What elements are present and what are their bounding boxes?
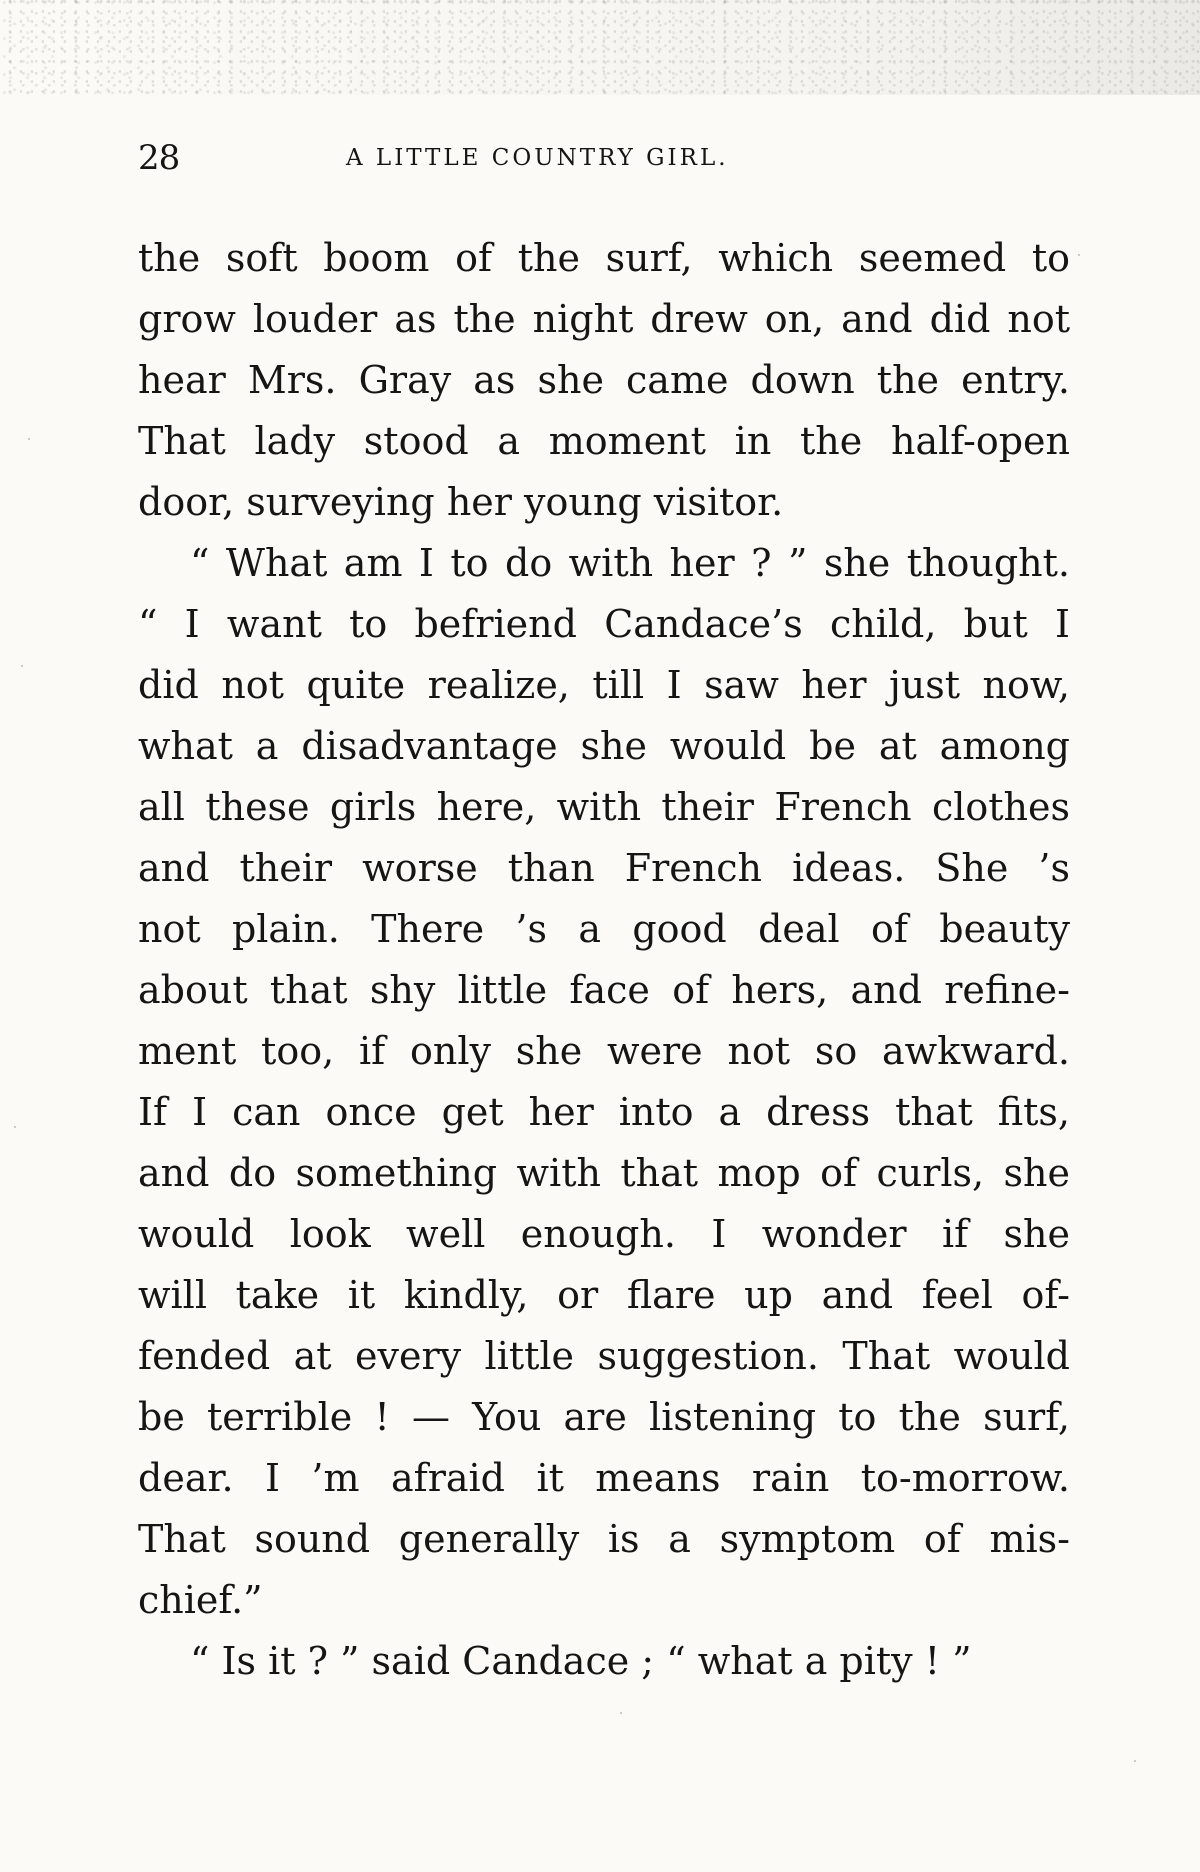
paper-speck [14,1126,16,1128]
text-line: grow louder as the night drew on, and did not [138,297,1070,341]
text-line: did not quite realize, till I saw her just now, [138,663,1070,707]
paper-speck [21,665,23,667]
text-line: That sound generally is a symptom of mis- [138,1517,1070,1561]
text-line: ment too, if only she were not so awkward. [138,1029,1070,1073]
text-line: That lady stood a moment in the half-open [138,419,1070,463]
page-edge-speckle [0,0,1200,95]
text-line: “ Is it ? ” said Candace ; “ what a pity ! ” [190,1639,972,1683]
text-line: what a disadvantage she would be at among [138,724,1070,768]
text-line: would look well enough. I wonder if she [138,1212,1070,1256]
text-line: “ I want to befriend Candace’s child, but I [138,602,1070,646]
text-line: dear. I ’m afraid it means rain to-morrow. [138,1456,1070,1500]
text-line: and their worse than French ideas. She ’s [138,846,1070,890]
text-line: door, surveying her young visitor. [138,480,784,524]
text-line: will take it kindly, or flare up and feel of- [138,1273,1070,1317]
text-line: hear Mrs. Gray as she came down the entry. [138,358,1070,402]
text-line: all these girls here, with their French clothes [138,785,1070,829]
text-line: fended at every little suggestion. That would [138,1334,1070,1378]
running-head [138,134,1068,182]
text-line: chief.” [138,1578,263,1622]
paper-speck [1078,254,1080,256]
text-line: not plain. There ’s a good deal of beauty [138,907,1070,951]
page-number: 28 [138,138,180,178]
paper-speck [620,1712,622,1714]
book-text-block [138,228,1070,1692]
text-line: and do something with that mop of curls, she [138,1151,1070,1195]
running-title: A LITTLE COUNTRY GIRL. [346,145,729,171]
text-line: the soft boom of the surf, which seemed to [138,236,1070,280]
paper-speck [1134,1760,1136,1762]
paper-speck [28,438,30,440]
text-line: If I can once get her into a dress that fits, [138,1090,1070,1134]
text-line: about that shy little face of hers, and refine- [138,968,1070,1012]
text-line: “ What am I to do with her ? ” she thought. [190,541,1070,585]
text-line: be terrible ! — You are listening to the surf, [138,1395,1070,1439]
